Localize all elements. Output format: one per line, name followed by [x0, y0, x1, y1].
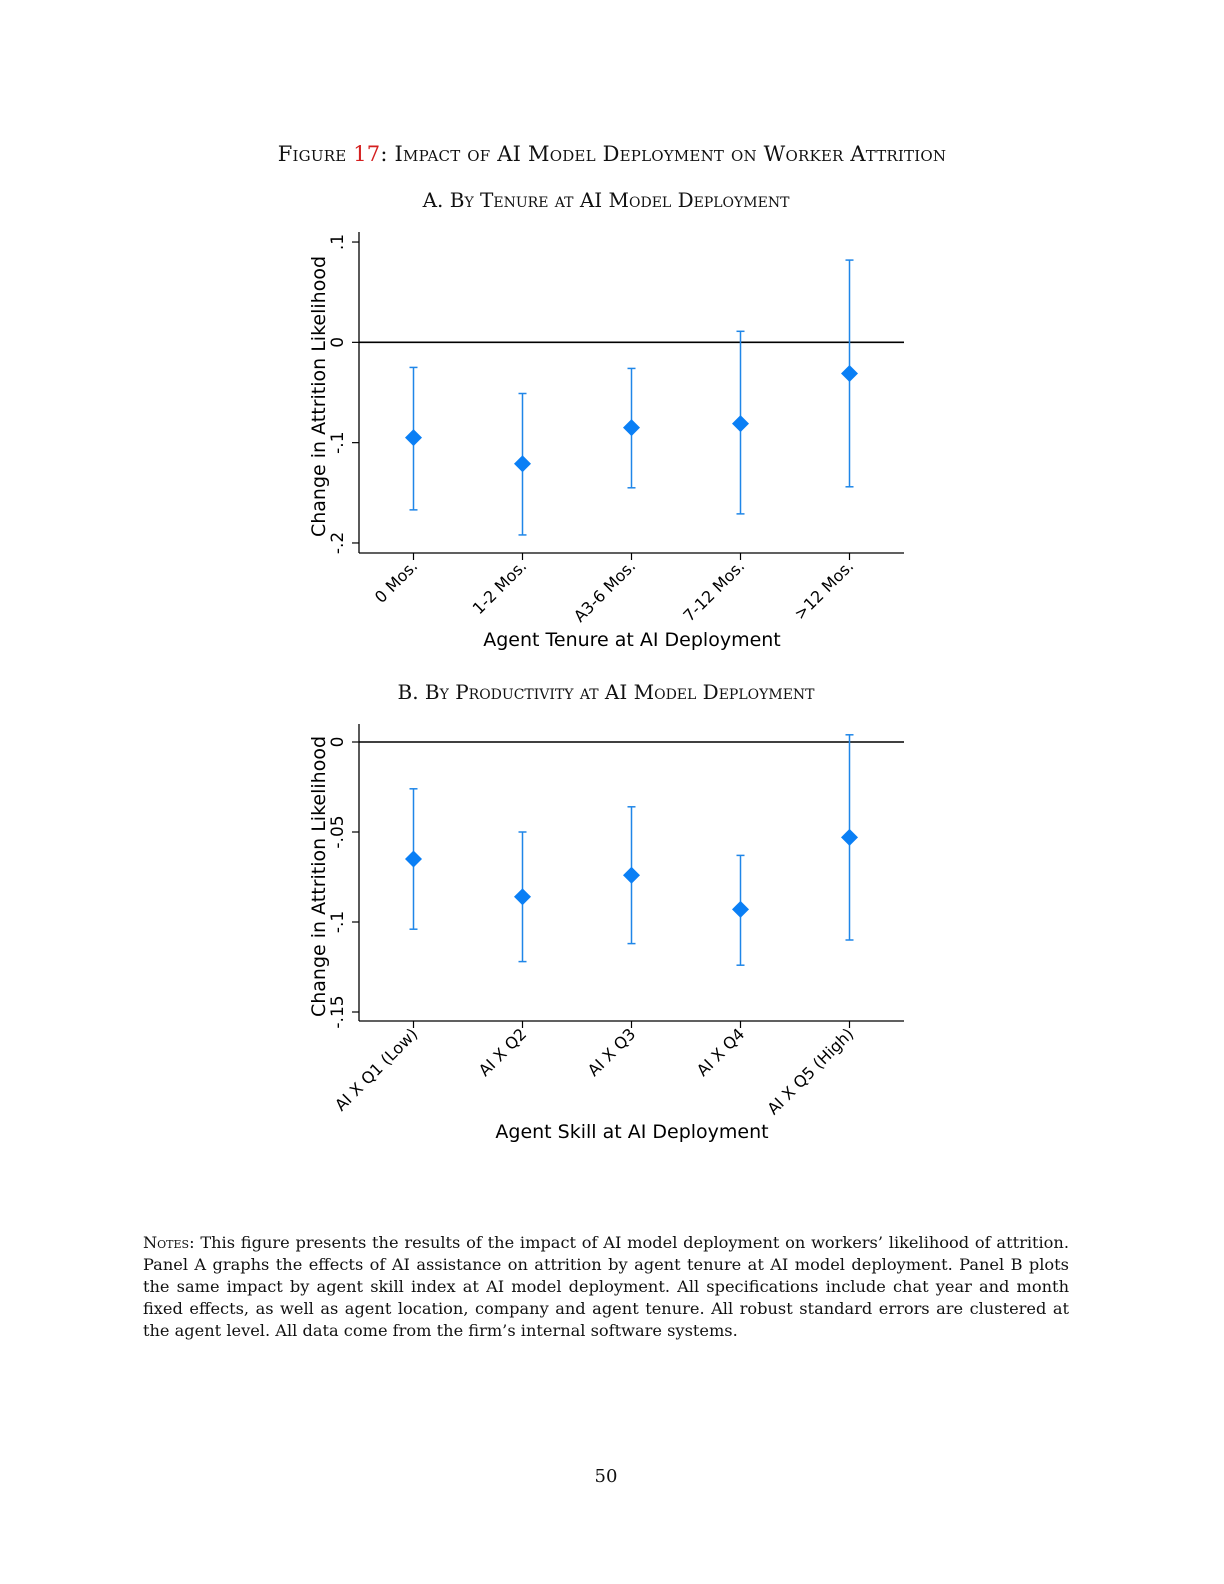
panel-b-y-tick-label: -.15	[328, 995, 348, 1029]
panel-a-x-axis-label: Agent Tenure at AI Deployment	[483, 629, 781, 651]
panel-a-x-tick-label: A3-6 Mos.	[569, 556, 640, 626]
panel-b-point-estimate	[841, 829, 858, 846]
panel-a-x-tick-label: 1-2 Mos.	[468, 556, 531, 619]
panel-b-x-tick-label: AI X Q5 (High)	[763, 1024, 858, 1119]
panel-b-x-tick-label: AI X Q2	[474, 1024, 531, 1080]
panel-b-x-tick-label: AI X Q4	[692, 1024, 749, 1080]
panel-b-x-tick-label: AI X Q3	[583, 1024, 640, 1080]
page-number: 50	[594, 1466, 618, 1487]
figure-title-text: : Impact of AI Model Deployment on Worker Attrition	[380, 142, 947, 166]
panel-b-point-estimate	[405, 851, 422, 868]
figure-label: Figure	[277, 142, 347, 166]
panel-b-x-tick-label: AI X Q1 (Low)	[331, 1024, 422, 1115]
panel-a-chart	[0, 220, 1224, 660]
panel-b-y-tick-label: -.1	[328, 910, 348, 934]
figure-title	[0, 142, 1224, 166]
panel-a-x-tick-label: 7-12 Mos.	[679, 556, 749, 626]
panel-b-y-axis-label: Change in Attrition Likelihood	[308, 735, 330, 1018]
panel-a-y-tick-label: 0	[328, 336, 348, 348]
notes-label: Notes:	[143, 1233, 195, 1252]
panel-b-chart	[0, 712, 1224, 1152]
panel-b-y-tick-label: -.05	[328, 815, 348, 849]
figure-notes	[143, 1232, 1069, 1342]
panel-b-y-tick-label: 0	[328, 736, 348, 748]
panel-b-point-estimate	[623, 867, 640, 884]
figure-number: 17	[353, 142, 381, 166]
panel-b-x-axis-label: Agent Skill at AI Deployment	[495, 1121, 769, 1143]
panel-a-point-estimate	[841, 365, 858, 382]
panel-b-title: B. By Productivity at AI Model Deployment	[397, 680, 815, 704]
panel-a-y-tick-label: -.1	[328, 431, 348, 454]
panel-a-title: A. By Tenure at AI Model Deployment	[422, 188, 790, 212]
panel-a-y-axis-label: Change in Attrition Likelihood	[308, 255, 330, 538]
notes-text: This figure presents the results of the impact of AI model deployment on workers’ likelihood of attrition. Panel A graphs the effects of AI assistance on attrition by agent tenure at AI model deployment. Panel B plots the same impact by agent skill index at AI model deployment. All specifications include chat year and month fixed effects, as well as agent location, company and agent tenure. All robust standard errors are clustered at the agent level. All data come from the firm’s internal software systems.	[143, 1233, 1069, 1340]
panel-b-point-estimate	[514, 888, 531, 905]
panel-a-y-tick-label: -.2	[328, 531, 348, 555]
panel-a-point-estimate	[514, 455, 531, 472]
panel-a-point-estimate	[732, 415, 749, 432]
panel-a-x-tick-label: 0 Mos.	[370, 556, 422, 607]
panel-b-point-estimate	[732, 901, 749, 918]
panel-a-point-estimate	[623, 419, 640, 436]
panel-a-y-tick-label: .1	[328, 233, 348, 251]
panel-a-point-estimate	[405, 429, 422, 446]
panel-a-x-tick-label: >12 Mos.	[790, 556, 858, 624]
